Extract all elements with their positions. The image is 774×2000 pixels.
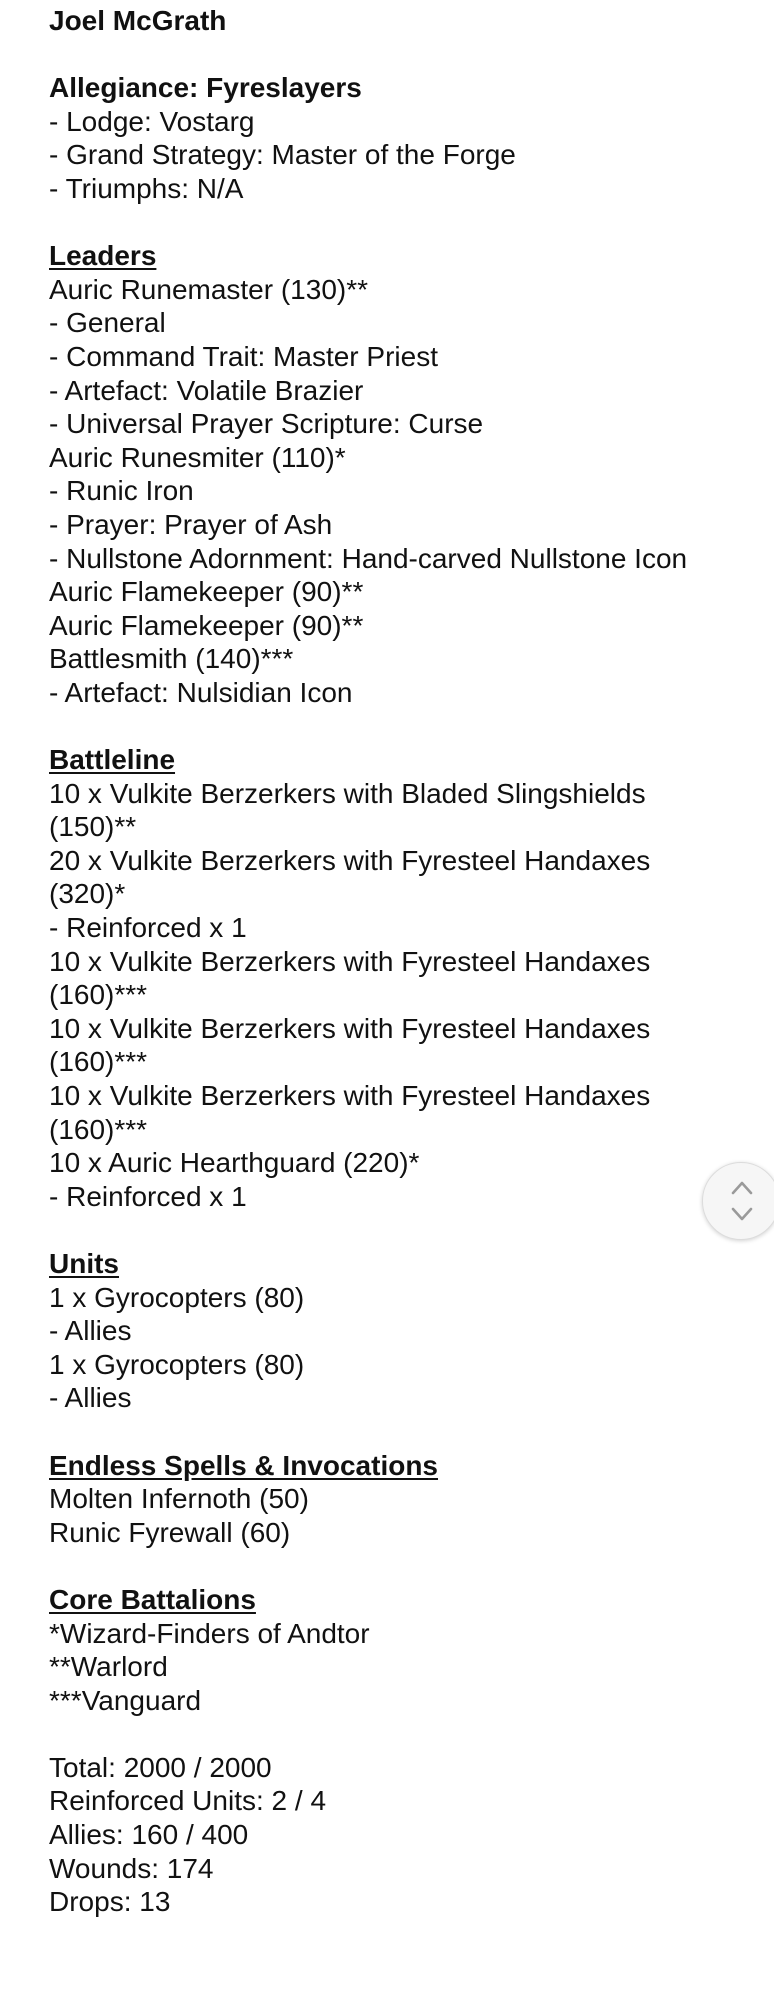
allegiance-heading: Allegiance: Fyreslayers (49, 72, 362, 104)
list-item: - Allies (49, 1315, 132, 1347)
chevron-up-down-icon (731, 1179, 753, 1223)
list-item: 10 x Vulkite Berzerkers with Fyresteel Handaxes (160)*** (49, 1080, 651, 1145)
list-item: 20 x Vulkite Berzerkers with Fyresteel Handaxes (320)* (49, 844, 651, 910)
section-heading-leaders: Leaders (49, 240, 157, 272)
allegiance-triumphs: - Triumphs: N/A (49, 172, 244, 204)
allegiance-lodge: - Lodge: Vostarg (49, 105, 255, 137)
list-title: Joel McGrath (49, 5, 227, 36)
list-item: 10 x Vulkite Berzerkers with Fyresteel Handaxes (160)*** (49, 1012, 651, 1078)
scroll-toggle-button[interactable] (702, 1162, 774, 1240)
list-item: - General (49, 307, 166, 339)
list-item: - Allies (49, 1382, 132, 1414)
section-heading-units: Units (49, 1247, 119, 1279)
list-item: - Command Trait: Master Priest (49, 340, 438, 372)
list-item: *Wizard-Finders of Andtor (49, 1617, 370, 1649)
list-item: 10 x Auric Hearthguard (220)* (49, 1147, 420, 1179)
list-item: - Artefact: Nulsidian Icon (49, 676, 353, 708)
list-item: Auric Flamekeeper (90)** (49, 609, 364, 641)
spacer (49, 709, 709, 743)
list-item: 10 x Vulkite Berzerkers with Fyresteel Handaxes (160)*** (49, 945, 651, 1011)
spacer (49, 206, 709, 240)
allies-points: Allies: 160 / 400 (49, 1819, 249, 1851)
reinforced-units-count: Reinforced Units: 2 / 4 (49, 1785, 327, 1817)
section-heading-endless-spells: Endless Spells & Invocations (49, 1449, 439, 1481)
spacer (49, 38, 709, 72)
list-item: Molten Infernoth (50) (49, 1483, 309, 1515)
list-item: - Universal Prayer Scripture: Curse (49, 408, 484, 440)
spacer (49, 1717, 709, 1751)
spacer (49, 1549, 709, 1583)
list-item: - Reinforced x 1 (49, 1180, 247, 1212)
section-heading-core-battalions: Core Battalions (49, 1583, 256, 1615)
list-item: Runic Fyrewall (60) (49, 1516, 291, 1548)
allegiance-grand-strategy: - Grand Strategy: Master of the Forge (49, 139, 516, 171)
list-item: Battlesmith (140)*** (49, 643, 294, 675)
list-item: 10 x Vulkite Berzerkers with Bladed Slingshields (150)** (49, 777, 646, 843)
list-item: ***Vanguard (49, 1684, 202, 1716)
list-item: - Prayer: Prayer of Ash (49, 508, 333, 540)
drops-count: Drops: 13 (49, 1886, 171, 1918)
list-item: Auric Runemaster (130)** (49, 273, 369, 305)
list-item: **Warlord (49, 1651, 168, 1683)
list-item: Auric Runesmiter (110)* (49, 441, 346, 473)
spacer (49, 1213, 709, 1247)
list-item: 1 x Gyrocopters (80) (49, 1348, 305, 1380)
section-heading-battleline: Battleline (49, 744, 176, 776)
list-item: - Runic Iron (49, 475, 194, 507)
wounds-count: Wounds: 174 (49, 1852, 214, 1884)
total-points: Total: 2000 / 2000 (49, 1751, 272, 1783)
list-item: - Nullstone Adornment: Hand-carved Nullstone Icon (49, 542, 688, 574)
army-list-document (49, 4, 709, 1919)
spacer (49, 1415, 709, 1449)
list-item: 1 x Gyrocopters (80) (49, 1281, 305, 1313)
list-item: - Artefact: Volatile Brazier (49, 374, 364, 406)
list-item: - Reinforced x 1 (49, 912, 247, 944)
list-item: Auric Flamekeeper (90)** (49, 576, 364, 608)
